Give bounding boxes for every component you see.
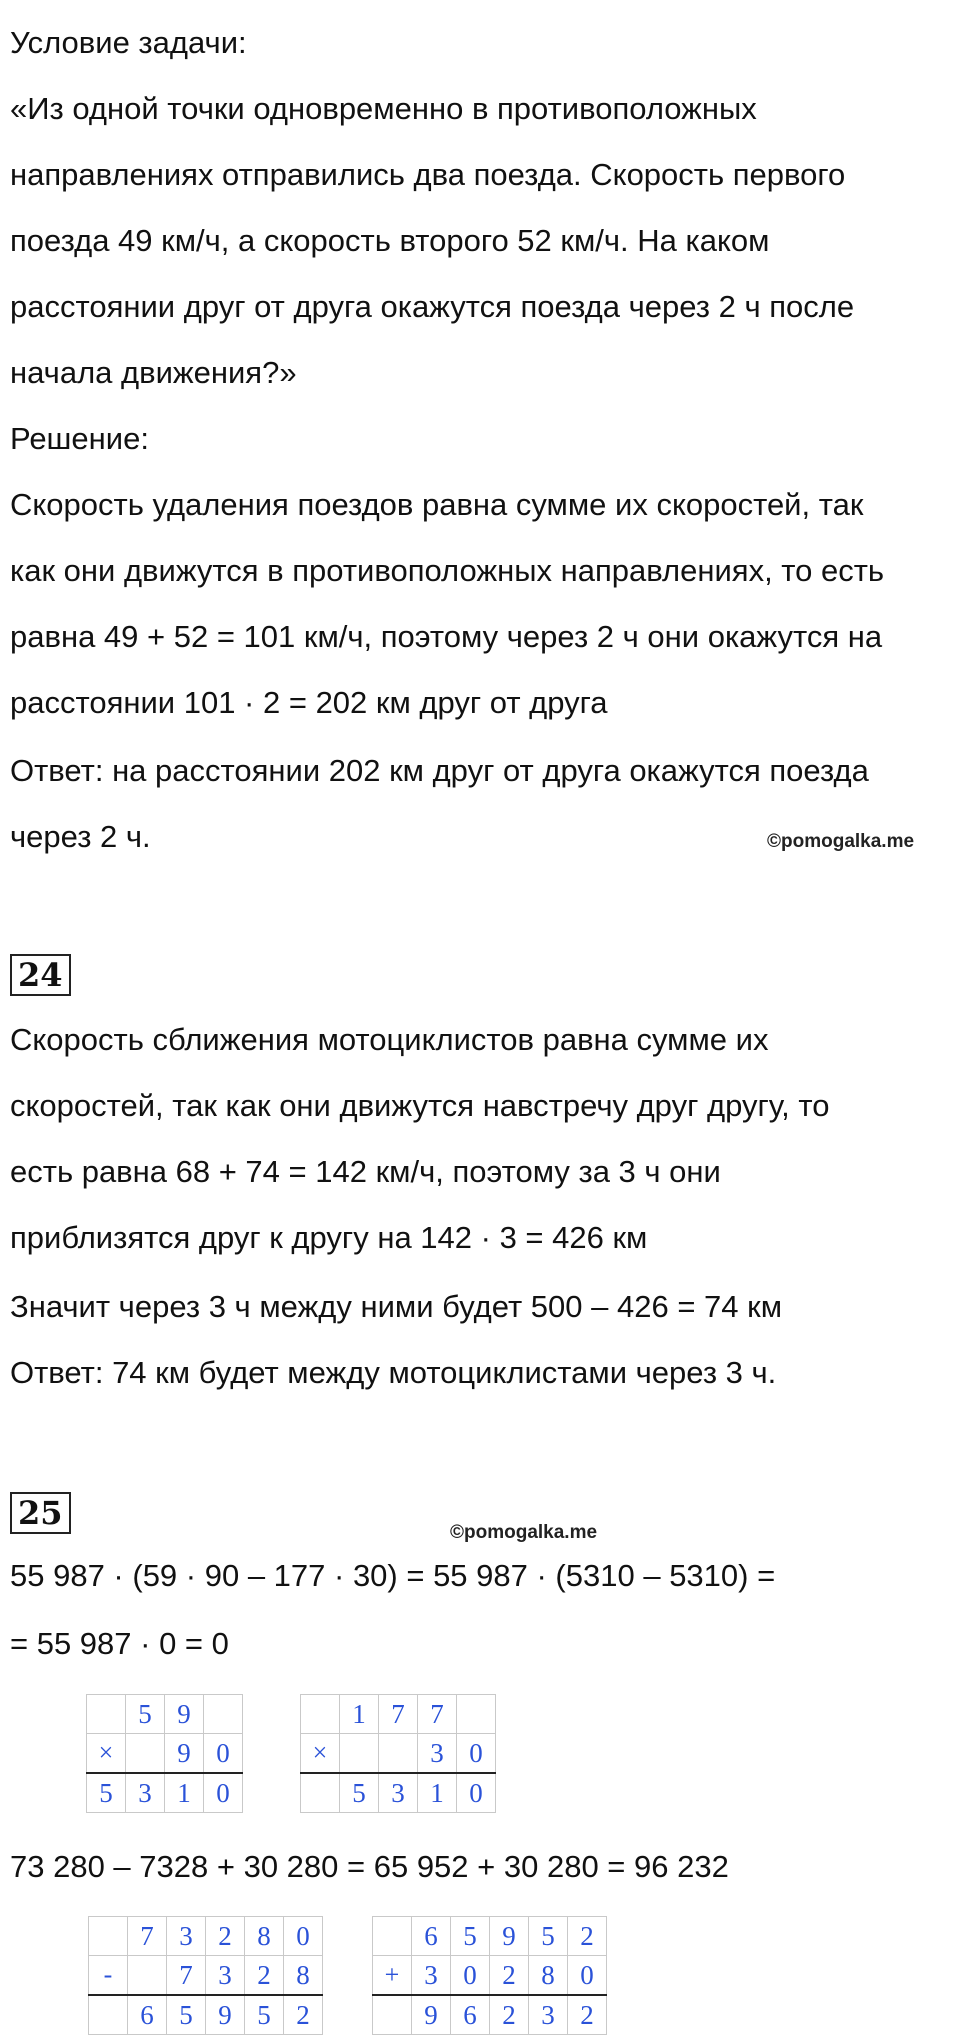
grid-cell: 0 [284, 1917, 323, 1956]
grid-cell: 2 [490, 1956, 529, 1996]
text-line: как они движутся в противоположных направлениях, то есть [10, 553, 885, 588]
grid-cell [457, 1695, 496, 1734]
expression-line: 55 987 · (59 · 90 – 177 · 30) = 55 987 · (5310 – 5310) = [10, 1558, 776, 1593]
grid-cell: 0 [204, 1734, 243, 1774]
grid-cell: 5 [451, 1917, 490, 1956]
minus-sign: - [89, 1956, 128, 1996]
grid-cell [87, 1695, 126, 1734]
column-subtraction [88, 1916, 323, 2035]
grid-cell: 1 [418, 1773, 457, 1813]
text-line: скоростей, так как они движутся навстречу друг другу, то [10, 1088, 830, 1123]
grid-cell: 5 [87, 1773, 126, 1813]
expression-line: 73 280 – 7328 + 30 280 = 65 952 + 30 280 = 96 232 [10, 1849, 729, 1884]
multiply-sign: × [87, 1734, 126, 1774]
grid-cell: 3 [412, 1956, 451, 1996]
text-line: расстоянии друг от друга окажутся поезда через 2 ч после [10, 289, 855, 324]
grid-cell: 7 [167, 1956, 206, 1996]
grid-cell: 0 [204, 1773, 243, 1813]
grid-cell: 1 [165, 1773, 204, 1813]
column-multiplication-59x90 [86, 1694, 243, 1813]
grid-cell: 5 [167, 1995, 206, 2035]
grid-cell [373, 1917, 412, 1956]
expression-line: = 55 987 · 0 = 0 [10, 1626, 229, 1661]
grid-cell: 3 [379, 1773, 418, 1813]
grid-cell [373, 1995, 412, 2035]
text-line: направлениях отправились два поезда. Скорость первого [10, 157, 846, 192]
grid-cell: 0 [457, 1773, 496, 1813]
grid-cell: 2 [568, 1995, 607, 2035]
answer-line: Ответ: 74 км будет между мотоциклистами через 3 ч. [10, 1355, 777, 1390]
answer-line: через 2 ч. [10, 819, 151, 854]
text-line: начала движения?» [10, 355, 297, 390]
answer-line: Ответ: на расстоянии 202 км друг от друга окажутся поезда [10, 753, 869, 788]
grid-cell [204, 1695, 243, 1734]
grid-cell: 6 [412, 1917, 451, 1956]
grid-cell [301, 1773, 340, 1813]
grid-cell: 0 [451, 1956, 490, 1996]
text-line: Скорость удаления поездов равна сумме их скоростей, так [10, 487, 864, 522]
grid-cell: 7 [379, 1695, 418, 1734]
grid-cell: 5 [529, 1917, 568, 1956]
grid-cell: 5 [245, 1995, 284, 2035]
grid-cell: 9 [490, 1917, 529, 1956]
problem-number-25: 25 [10, 1492, 71, 1534]
grid-cell: 9 [412, 1995, 451, 2035]
grid-cell: 5 [340, 1773, 379, 1813]
text-line: Значит через 3 ч между ними будет 500 – 426 = 74 км [10, 1289, 783, 1324]
grid-cell: 5 [126, 1695, 165, 1734]
grid-cell [340, 1734, 379, 1774]
grid-cell: 6 [451, 1995, 490, 2035]
grid-cell: 8 [529, 1956, 568, 1996]
problem-number-24: 24 [10, 954, 71, 996]
grid-cell: 0 [568, 1956, 607, 1996]
multiply-sign: × [301, 1734, 340, 1774]
plus-sign: + [373, 1956, 412, 1996]
grid-cell: 7 [128, 1917, 167, 1956]
solution-heading: Решение: [10, 421, 149, 456]
grid-cell: 9 [165, 1734, 204, 1774]
text-line: «Из одной точки одновременно в противоположных [10, 91, 757, 126]
grid-cell: 3 [418, 1734, 457, 1774]
grid-cell [89, 1995, 128, 2035]
grid-cell: 6 [128, 1995, 167, 2035]
column-multiplication-177x30 [300, 1694, 496, 1813]
grid-cell: 3 [529, 1995, 568, 2035]
grid-cell: 2 [490, 1995, 529, 2035]
grid-cell: 8 [284, 1956, 323, 1996]
condition-heading: Условие задачи: [10, 25, 247, 60]
text-line: Скорость сближения мотоциклистов равна сумме их [10, 1022, 769, 1057]
grid-cell: 2 [206, 1917, 245, 1956]
grid-cell: 8 [245, 1917, 284, 1956]
grid-cell [128, 1956, 167, 1996]
watermark: ©pomogalka.me [767, 831, 915, 852]
grid-cell: 3 [126, 1773, 165, 1813]
grid-cell: 2 [568, 1917, 607, 1956]
grid-cell: 1 [340, 1695, 379, 1734]
grid-cell: 0 [457, 1734, 496, 1774]
grid-cell: 9 [165, 1695, 204, 1734]
grid-cell: 3 [206, 1956, 245, 1996]
text-line: расстоянии 101 · 2 = 202 км друг от друга [10, 685, 608, 720]
grid-cell [301, 1695, 340, 1734]
grid-cell: 2 [245, 1956, 284, 1996]
text-line: приблизятся друг к другу на 142 · 3 = 426 км [10, 1220, 648, 1255]
grid-cell: 2 [284, 1995, 323, 2035]
column-addition [372, 1916, 607, 2035]
grid-cell [126, 1734, 165, 1774]
grid-cell [379, 1734, 418, 1774]
text-line: есть равна 68 + 74 = 142 км/ч, поэтому за 3 ч они [10, 1154, 721, 1189]
text-line: поезда 49 км/ч, а скорость второго 52 км/ч. На каком [10, 223, 770, 258]
grid-cell: 9 [206, 1995, 245, 2035]
watermark: ©pomogalka.me [450, 1522, 598, 1543]
text-line: равна 49 + 52 = 101 км/ч, поэтому через 2 ч они окажутся на [10, 619, 883, 654]
grid-cell: 7 [418, 1695, 457, 1734]
grid-cell: 3 [167, 1917, 206, 1956]
grid-cell [89, 1917, 128, 1956]
